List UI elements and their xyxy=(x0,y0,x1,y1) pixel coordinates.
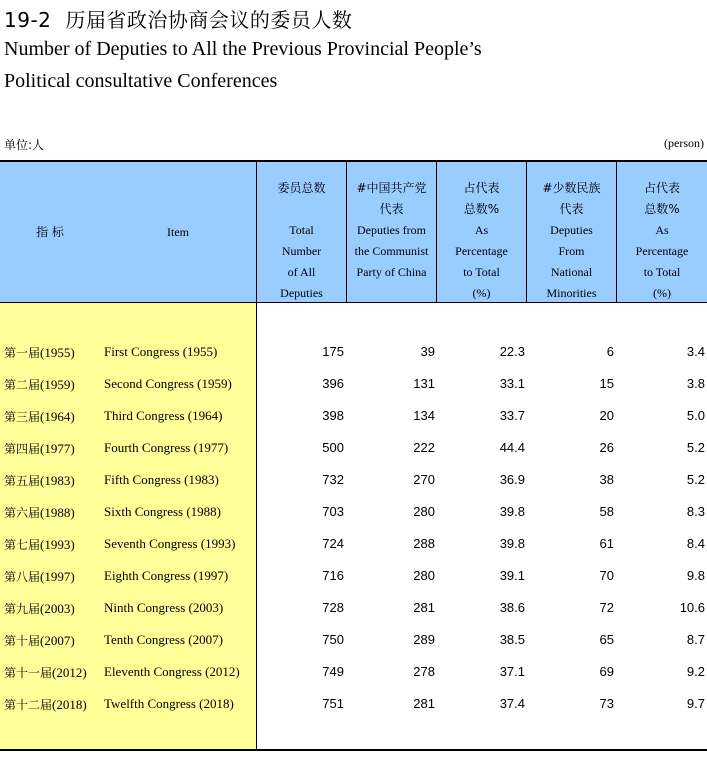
row-label-cn xyxy=(4,504,75,521)
cpc-pct-value: 37.1 xyxy=(499,664,525,679)
row-label-en: Fourth Congress (1977) xyxy=(104,440,229,455)
total-value: 500 xyxy=(322,440,344,455)
total-value: 750 xyxy=(322,632,344,647)
title-cn-text: 历届省政治协商会议的委员人数 xyxy=(65,8,353,32)
table-number: 19-2 xyxy=(4,8,52,32)
minority-value: 73 xyxy=(599,696,614,711)
minority-pct-value: 9.8 xyxy=(686,568,705,583)
row-label-cn xyxy=(4,600,75,617)
table-row xyxy=(0,656,707,688)
cpc-value: 134 xyxy=(413,408,435,423)
minority-pct-value: 3.8 xyxy=(686,376,705,391)
minority-value: 15 xyxy=(599,376,614,391)
total-value: 728 xyxy=(322,600,344,615)
total-value: 751 xyxy=(322,696,344,711)
congress-cn: 第二届 xyxy=(4,378,41,392)
header-minority-pct: 占代表 总数% As Percentage to Total (%) xyxy=(616,162,707,303)
title-en-line1: Number of Deputies to All the Previous Provincial People’s xyxy=(4,38,482,60)
minority-value: 38 xyxy=(599,472,614,487)
row-label-en: Fifth Congress (1983) xyxy=(104,472,219,487)
table-row xyxy=(0,400,707,432)
row-label-en: Eleventh Congress (2012) xyxy=(104,664,240,679)
congress-year: (1993) xyxy=(40,537,75,552)
cpc-value: 39 xyxy=(420,344,435,359)
total-value: 398 xyxy=(322,408,344,423)
minority-value: 70 xyxy=(599,568,614,583)
table-header xyxy=(0,160,707,303)
header-minority: #少数民族 代表 Deputies From National Minorities xyxy=(526,162,616,303)
title-en-line2: Political consultative Conferences xyxy=(4,70,278,92)
header-cpc: #中国共产党 代表 Deputies from the Communist Party of China xyxy=(346,162,436,303)
total-value: 396 xyxy=(322,376,344,391)
total-value: 732 xyxy=(322,472,344,487)
congress-year: (1955) xyxy=(40,345,75,360)
minority-value: 72 xyxy=(599,600,614,615)
congress-cn: 第三届 xyxy=(4,410,41,424)
row-label-cn xyxy=(4,664,87,681)
row-label-en: Ninth Congress (2003) xyxy=(104,600,224,615)
congress-year: (1959) xyxy=(40,377,75,392)
congress-cn: 第一届 xyxy=(4,346,41,360)
congress-year: (1997) xyxy=(40,569,75,584)
cpc-value: 270 xyxy=(413,472,435,487)
table-row xyxy=(0,368,707,400)
total-value: 703 xyxy=(322,504,344,519)
row-label-cn xyxy=(4,408,75,425)
row-label-cn xyxy=(4,440,75,457)
header-cpc-pct: 占代表 总数% As Percentage to Total (%) xyxy=(436,162,526,303)
row-label-en: Tenth Congress (2007) xyxy=(104,632,223,647)
minority-pct-value: 8.4 xyxy=(686,536,705,551)
congress-year: (1988) xyxy=(40,505,75,520)
table-row xyxy=(0,432,707,464)
cpc-value: 288 xyxy=(413,536,435,551)
total-value: 724 xyxy=(322,536,344,551)
cpc-value: 131 xyxy=(413,376,435,391)
row-label-cn xyxy=(4,344,75,361)
minority-pct-value: 8.3 xyxy=(686,504,705,519)
table-row xyxy=(0,688,707,720)
table-row xyxy=(0,624,707,656)
congress-cn: 第八届 xyxy=(4,570,41,584)
row-label-en: Eighth Congress (1997) xyxy=(104,568,229,583)
page-title-cn xyxy=(4,4,352,33)
cpc-pct-value: 33.1 xyxy=(499,376,525,391)
cpc-value: 278 xyxy=(413,664,435,679)
congress-year: (2003) xyxy=(40,601,75,616)
cpc-value: 222 xyxy=(413,440,435,455)
minority-pct-value: 3.4 xyxy=(686,344,705,359)
minority-value: 69 xyxy=(599,664,614,679)
row-label-en: Seventh Congress (1993) xyxy=(104,536,236,551)
minority-value: 6 xyxy=(606,344,614,359)
row-label-cn xyxy=(4,568,75,585)
congress-cn: 第九届 xyxy=(4,602,41,616)
table-row xyxy=(0,464,707,496)
congress-cn: 第十届 xyxy=(4,634,41,648)
cpc-pct-value: 39.8 xyxy=(499,504,525,519)
minority-value: 65 xyxy=(599,632,614,647)
congress-year: (1977) xyxy=(40,441,75,456)
congress-cn: 第六届 xyxy=(4,506,41,520)
minority-pct-value: 10.6 xyxy=(679,600,705,615)
cpc-pct-value: 38.5 xyxy=(499,632,525,647)
minority-pct-value: 8.7 xyxy=(686,632,705,647)
cpc-pct-value: 44.4 xyxy=(499,440,525,455)
minority-pct-value: 9.7 xyxy=(686,696,705,711)
congress-year: (1964) xyxy=(40,409,75,424)
minority-value: 58 xyxy=(599,504,614,519)
congress-cn: 第四届 xyxy=(4,442,41,456)
cpc-value: 280 xyxy=(413,504,435,519)
table-row xyxy=(0,496,707,528)
cpc-pct-value: 39.8 xyxy=(499,536,525,551)
congress-cn: 第五届 xyxy=(4,474,41,488)
row-label-en: First Congress (1955) xyxy=(104,344,218,359)
cpc-pct-value: 39.1 xyxy=(499,568,525,583)
cpc-value: 289 xyxy=(413,632,435,647)
row-label-cn xyxy=(4,376,75,393)
cpc-value: 280 xyxy=(413,568,435,583)
row-label-cn xyxy=(4,632,75,649)
table-row xyxy=(0,528,707,560)
minority-value: 26 xyxy=(599,440,614,455)
congress-year: (2007) xyxy=(40,633,75,648)
header-item: Item xyxy=(167,225,189,239)
table-row xyxy=(0,592,707,624)
row-label-en: Twelfth Congress (2018) xyxy=(104,696,234,711)
congress-cn: 第七届 xyxy=(4,538,41,552)
table-row xyxy=(0,560,707,592)
total-value: 175 xyxy=(322,344,344,359)
bottom-rule xyxy=(0,749,707,751)
cpc-pct-value: 36.9 xyxy=(499,472,525,487)
minority-pct-value: 5.0 xyxy=(686,408,705,423)
row-label-en: Sixth Congress (1988) xyxy=(104,504,221,519)
cpc-value: 281 xyxy=(413,696,435,711)
unit-label-en: (person) xyxy=(664,136,704,150)
cpc-pct-value: 22.3 xyxy=(499,344,525,359)
unit-label-cn: 单位:人 xyxy=(4,138,45,152)
row-label-en: Third Congress (1964) xyxy=(104,408,223,423)
row-label-cn xyxy=(4,536,75,553)
congress-cn: 第十一届 xyxy=(4,666,53,680)
cpc-pct-value: 33.7 xyxy=(499,408,525,423)
total-value: 749 xyxy=(322,664,344,679)
row-label-cn xyxy=(4,472,75,489)
congress-year: (1983) xyxy=(40,473,75,488)
row-label-en: Second Congress (1959) xyxy=(104,376,232,391)
congress-year: (2018) xyxy=(52,697,87,712)
minority-pct-value: 5.2 xyxy=(686,440,705,455)
header-total: 委员总数 Total Number of All Deputies xyxy=(256,162,346,303)
cpc-pct-value: 38.6 xyxy=(499,600,525,615)
cpc-pct-value: 37.4 xyxy=(499,696,525,711)
row-label-cn xyxy=(4,696,87,713)
total-value: 716 xyxy=(322,568,344,583)
congress-year: (2012) xyxy=(52,665,87,680)
minority-value: 61 xyxy=(599,536,614,551)
minority-pct-value: 9.2 xyxy=(686,664,705,679)
header-indicator: 指 标 xyxy=(36,225,64,239)
cpc-value: 281 xyxy=(413,600,435,615)
congress-cn: 第十二届 xyxy=(4,698,53,712)
minority-pct-value: 5.2 xyxy=(686,472,705,487)
minority-value: 20 xyxy=(599,408,614,423)
table-row xyxy=(0,336,707,368)
